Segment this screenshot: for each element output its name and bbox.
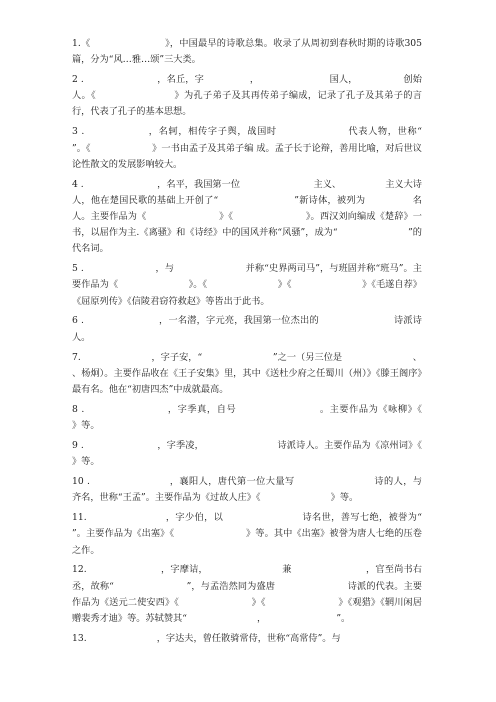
list-item-7: 7. ，字子安，“ ”之一（另三位是 、 、杨炯）。主要作品收在《王子安集》里，其中《送杜少府之任蜀川（州）》《滕王阁序》最有名。他在“初唐四杰”中成就最高。 — [72, 351, 466, 395]
list-item-5: 5 . ，与 并称“史界两司马”，与班固并称“班马”。主要作品为《 》。《 》《 》《毛遂自荐》《屈原列传》《信陵君窃符救赵》等皆出于此书。 — [72, 263, 422, 307]
list-item-11: 11. ，字少伯，以 诗名世，善写七绝，被誉为“ ”。主要作品为《出塞》《 》等。其中《出塞》被誉为唐人七绝的压卷之作。 — [72, 512, 493, 556]
list-item-13: 13. ，字达夫，曾任散骑常侍，世称“高常侍”。与 — [72, 632, 341, 644]
list-item-12: 12. ，字摩诘， 兼 ，官至尚书右丞，故称“ ”，与孟浩然同为盛唐 诗派的代表。主要作品为《送元二使安西》《 》《 》《观猎》《辋川闲居赠裴秀才迪》等。苏轼赞其“ ， ”。 — [72, 564, 422, 624]
list-item-9: 9 . ，字季凌， 诗派诗人。主要作品为《凉州词》《 》等。 — [72, 439, 493, 468]
list-item-2: 2 . ，名丘，字 ， 国人， 创始人。《 》为孔子弟子及其再传弟子编成，记录了孔子及其弟子的言行，代表了孔子的基本思想。 — [72, 74, 422, 118]
list-item-4: 4 . ，名平，我国第一位 主义、 主义大诗人，他在楚国民歌的基础上开创了“ ”新诗体，被列为 名人。主要作品为《 》《 》。西汉刘向编成《楚辞》一书，以屈作为主.《离骚》和《诗经》中的国风并称“风骚”，成为“ ”的代名词。 — [72, 178, 422, 255]
list-item-6: 6 . ，一名潜，字元亮，我国第一位杰出的 诗派诗人。 — [72, 315, 422, 343]
list-item-10: 10 . ，襄阳人，唐代第一位大量写 诗的人，与 齐名，世称“王孟”。主要作品为《过故人庄》《 》等。 — [72, 476, 466, 504]
list-item-3: 3 . ，名轲，相传字子舆，战国时 代表人物，世称“ ”。《 》一书由孟子及其弟子编 成。孟子长于论辩，善用比喻，对后世议论性散文的发展影响较大。 — [72, 126, 475, 170]
list-item-8: 8 . ，字季真，自号 。主要作品为《咏柳》《 》等。 — [72, 403, 493, 432]
list-item-1: 1.《 》，中国最早的诗歌总集。收录了从周初到春秋时期的诗歌305篇，分为“风…雅…颂”三大类。 — [72, 38, 422, 66]
